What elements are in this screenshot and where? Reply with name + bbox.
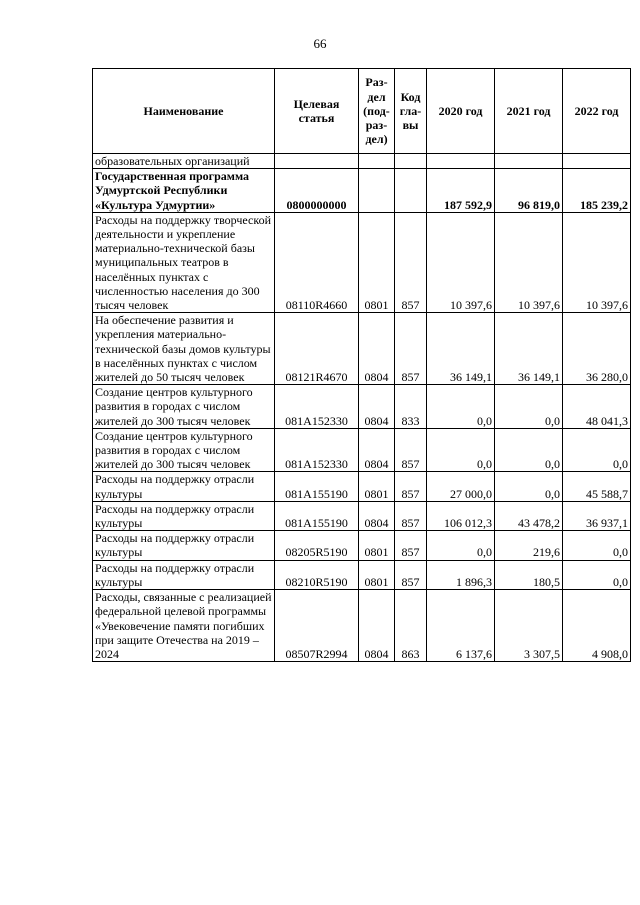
cell-2022: 10 397,6 <box>563 212 631 312</box>
cell-2021: 0,0 <box>495 385 563 429</box>
cell-2022: 36 937,1 <box>563 501 631 530</box>
cell-2022: 36 280,0 <box>563 313 631 385</box>
cell-2020: 106 012,3 <box>427 501 495 530</box>
header-chapter: Код гла-вы <box>395 69 427 154</box>
header-code: Целевая статья <box>275 69 359 154</box>
table-header-row <box>93 69 631 154</box>
cell-section: 0804 <box>359 590 395 662</box>
cell-2020: 27 000,0 <box>427 472 495 501</box>
cell-chapter: 863 <box>395 590 427 662</box>
cell-target-code: 08205R5190 <box>275 531 359 560</box>
cell-2022: 185 239,2 <box>563 169 631 213</box>
cell-section <box>359 154 395 169</box>
cell-name: Расходы, связанные с реализацией федеральной целевой программы «Увековечение памяти погибших при защите Отечества на 2019 – 2024 <box>93 590 275 662</box>
cell-2022: 4 908,0 <box>563 590 631 662</box>
table-row <box>93 501 631 530</box>
cell-2020 <box>427 154 495 169</box>
cell-chapter: 857 <box>395 212 427 312</box>
cell-chapter: 833 <box>395 385 427 429</box>
header-name: Наименование <box>93 69 275 154</box>
cell-2021: 10 397,6 <box>495 212 563 312</box>
table-row <box>93 472 631 501</box>
cell-2022: 0,0 <box>563 560 631 589</box>
cell-2020: 1 896,3 <box>427 560 495 589</box>
cell-target-code: 081A155190 <box>275 472 359 501</box>
cell-2020: 10 397,6 <box>427 212 495 312</box>
budget-table <box>92 68 631 662</box>
cell-name: На обеспечение развития и укрепления материально-технической базы домов культуры в населённых пунктах с числом жителей до 50 тысяч человек <box>93 313 275 385</box>
cell-2021: 36 149,1 <box>495 313 563 385</box>
cell-chapter: 857 <box>395 313 427 385</box>
cell-section: 0801 <box>359 212 395 312</box>
cell-name: Расходы на поддержку отрасли культуры <box>93 531 275 560</box>
cell-target-code: 08507R2994 <box>275 590 359 662</box>
cell-2022: 0,0 <box>563 428 631 472</box>
table-row <box>93 560 631 589</box>
table-body <box>93 154 631 662</box>
cell-name: Расходы на поддержку творческой деятельности и укрепление материально-технической базы муниципальных театров в населённых пунктах с численностью населения до 300 тысяч человек <box>93 212 275 312</box>
cell-2020: 36 149,1 <box>427 313 495 385</box>
cell-section: 0801 <box>359 560 395 589</box>
cell-2022: 0,0 <box>563 531 631 560</box>
cell-2022 <box>563 154 631 169</box>
cell-name: Расходы на поддержку отрасли культуры <box>93 472 275 501</box>
cell-section: 0804 <box>359 428 395 472</box>
cell-name: Расходы на поддержку отрасли культуры <box>93 560 275 589</box>
cell-name: Расходы на поддержку отрасли культуры <box>93 501 275 530</box>
table-row <box>93 212 631 312</box>
cell-chapter: 857 <box>395 531 427 560</box>
cell-2020: 187 592,9 <box>427 169 495 213</box>
cell-target-code <box>275 154 359 169</box>
cell-target-code: 08210R5190 <box>275 560 359 589</box>
cell-2021: 3 307,5 <box>495 590 563 662</box>
cell-section: 0801 <box>359 472 395 501</box>
cell-chapter <box>395 169 427 213</box>
cell-2020: 0,0 <box>427 428 495 472</box>
table-row <box>93 385 631 429</box>
cell-section <box>359 169 395 213</box>
cell-2021: 0,0 <box>495 472 563 501</box>
cell-target-code: 08121R4670 <box>275 313 359 385</box>
cell-2021: 0,0 <box>495 428 563 472</box>
cell-2020: 6 137,6 <box>427 590 495 662</box>
cell-target-code: 08110R4660 <box>275 212 359 312</box>
table-row <box>93 531 631 560</box>
cell-2021: 180,5 <box>495 560 563 589</box>
cell-name: Создание центров культурного развития в городах с числом жителей до 300 тысяч человек <box>93 428 275 472</box>
cell-chapter: 857 <box>395 472 427 501</box>
cell-target-code: 0800000000 <box>275 169 359 213</box>
cell-2020: 0,0 <box>427 385 495 429</box>
cell-2021: 43 478,2 <box>495 501 563 530</box>
cell-2021: 96 819,0 <box>495 169 563 213</box>
table-row <box>93 428 631 472</box>
table-row <box>93 169 631 213</box>
header-section: Раз-дел (под-раз-дел) <box>359 69 395 154</box>
table-row <box>93 590 631 662</box>
cell-target-code: 081A152330 <box>275 428 359 472</box>
cell-2022: 45 588,7 <box>563 472 631 501</box>
cell-2022: 48 041,3 <box>563 385 631 429</box>
cell-chapter <box>395 154 427 169</box>
cell-section: 0804 <box>359 385 395 429</box>
cell-target-code: 081A152330 <box>275 385 359 429</box>
cell-section: 0801 <box>359 531 395 560</box>
cell-target-code: 081A155190 <box>275 501 359 530</box>
page-number: 66 <box>313 36 327 51</box>
table-row <box>93 154 631 169</box>
cell-2021: 219,6 <box>495 531 563 560</box>
header-2022: 2022 год <box>563 69 631 154</box>
cell-name: образовательных организаций <box>93 154 275 169</box>
cell-section: 0804 <box>359 313 395 385</box>
header-2020: 2020 год <box>427 69 495 154</box>
cell-chapter: 857 <box>395 501 427 530</box>
cell-chapter: 857 <box>395 560 427 589</box>
cell-chapter: 857 <box>395 428 427 472</box>
cell-section: 0804 <box>359 501 395 530</box>
cell-2021 <box>495 154 563 169</box>
table-row <box>93 313 631 385</box>
cell-name: Государственная программа Удмуртской Республики «Культура Удмуртии» <box>93 169 275 213</box>
header-2021: 2021 год <box>495 69 563 154</box>
cell-2020: 0,0 <box>427 531 495 560</box>
cell-name: Создание центров культурного развития в городах с числом жителей до 300 тысяч человек <box>93 385 275 429</box>
